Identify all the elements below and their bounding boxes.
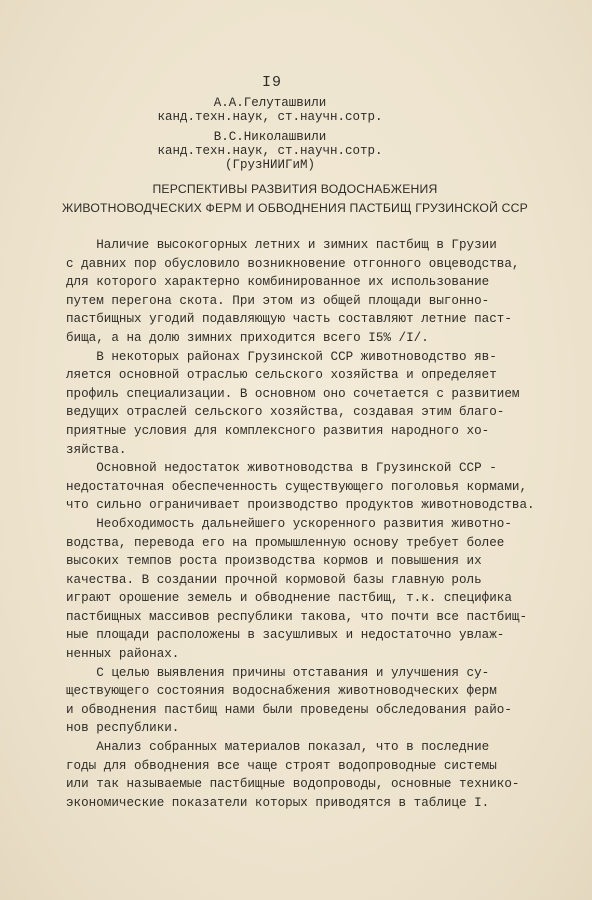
author-credentials: канд.техн.наук, ст.научн.сотр. (157, 144, 383, 158)
author-entry (130, 130, 410, 172)
text-line: профиль специализации. В основном оно сочетается с развитием (66, 386, 520, 401)
text-line: экономические показатели которых приводятся в таблице I. (66, 795, 490, 810)
text-line: с давних пор обусловило возникновение отгонного овцеводства, (66, 256, 520, 271)
text-line: ные площади расположены в засушливых и недостаточно увлаж- (66, 628, 505, 643)
text-line: пастбищных массивов республики такова, что почти все пастбищ- (66, 609, 528, 624)
text-line: зяйства. (66, 442, 127, 457)
text-line: для которого характерно комбинированное их использование (66, 275, 490, 290)
text-line: ведущих отраслей сельского хозяйства, создавая этим благо- (66, 405, 505, 420)
text-line: бища, а на долю зимних приходится всего I5% /I/. (66, 330, 429, 345)
text-line: приятные условия для комплексного развития народного хо- (66, 423, 490, 438)
text-line: высоких темпов роста производства кормов и повышения их (66, 554, 482, 569)
text-line: Основной недостаток животноводства в Грузинской ССР - (66, 461, 497, 476)
text-line: ляется основной отраслью сельского хозяйства и определяет (66, 368, 497, 383)
text-line: недостаточная обеспеченность существующего поголовья кормами, (66, 479, 528, 494)
author-entry (130, 96, 410, 124)
author-name: А.А.Гелуташвили (213, 96, 327, 110)
title-line: ЖИВОТНОВОДЧЕСКИХ ФЕРМ И ОБВОДНЕНИЯ ПАСТБИЩ ГРУЗИНСКОЙ ССР (62, 201, 528, 215)
text-line: ненных районах. (66, 647, 180, 662)
text-line: нов республики. (66, 721, 180, 736)
text-line: пастбищных угодий подавляющую часть составляют летние паст- (66, 312, 512, 327)
text-line: играют орошение земель и обводнение пастбищ, т.к. специфика (66, 591, 512, 606)
text-line: годы для обводнения все чаще строят водопроводные системы (66, 758, 497, 773)
text-line: Необходимость дальнейшего ускоренного развития животно- (66, 516, 512, 531)
text-line: Анализ собранных материалов показал, что в последние (66, 740, 490, 755)
text-line: и обводнения пастбищ нами были проведены обследования райо- (66, 702, 512, 717)
text-line: или так называемые пастбищные водопроводы, основные технико- (66, 777, 520, 792)
title-line: ПЕРСПЕКТИВЫ РАЗВИТИЯ ВОДОСНАБЖЕНИЯ (152, 182, 438, 196)
page-number: I9 (262, 74, 283, 91)
author-credentials: канд.техн.наук, ст.научн.сотр. (157, 110, 383, 124)
article-title (60, 180, 530, 218)
body-text (66, 236, 535, 812)
text-line: ществующего состояния водоснабжения животноводческих ферм (66, 684, 497, 699)
author-list (130, 96, 410, 178)
text-line: Наличие высокогорных летних и зимних пастбищ в Грузии (66, 238, 497, 252)
text-line: водства, перевода его на промышленную основу требует более (66, 535, 505, 550)
text-line: что сильно ограничивает производство продуктов животноводства. (66, 498, 535, 513)
text-line: качества. В создании прочной кормовой базы главную роль (66, 572, 482, 587)
text-line: В некоторых районах Грузинской ССР животноводство яв- (66, 349, 497, 364)
author-affiliation: (ГрузНИИГиМ) (224, 158, 315, 172)
author-name: В.С.Николашвили (213, 130, 327, 144)
text-line: путем перегона скота. При этом из общей площади выгонно- (66, 293, 490, 308)
text-line: С целью выявления причины отставания и улучшения су- (66, 665, 490, 680)
